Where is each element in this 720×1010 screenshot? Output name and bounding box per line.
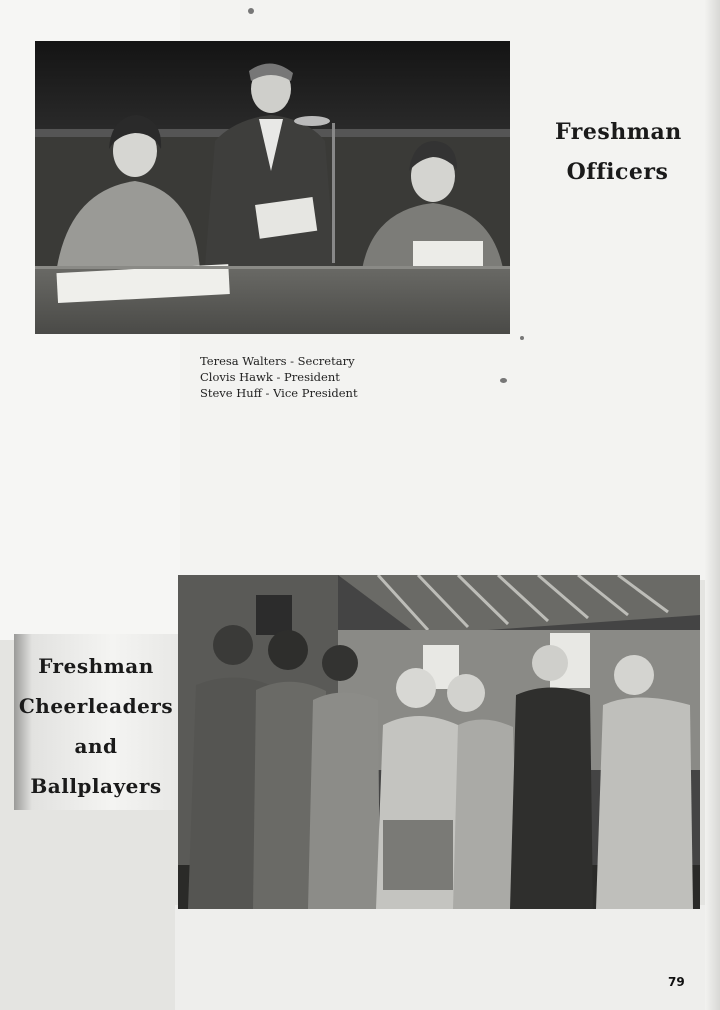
caption-line-vice-president: Steve Huff - Vice President — [200, 386, 358, 400]
paper-speck — [248, 8, 254, 14]
officers-photo — [35, 41, 510, 334]
caption-line-secretary: Teresa Walters - Secretary — [200, 354, 355, 368]
paper-speck — [500, 378, 507, 383]
cheer-heading-line4: Ballplayers — [30, 774, 162, 798]
caption-line-president: Clovis Hawk - President — [200, 370, 340, 384]
officers-photo-illustration — [35, 41, 510, 334]
officers-heading-line2: Officers — [566, 159, 669, 185]
group-photo-illustration — [178, 575, 700, 909]
cheerleaders-heading — [14, 646, 178, 806]
cheer-heading-line1: Freshman — [38, 654, 154, 678]
page-edge-shadow — [705, 0, 720, 1010]
officers-heading — [555, 112, 680, 192]
officers-caption — [200, 353, 500, 401]
page-number: 79 — [668, 975, 685, 989]
cheerleaders-ballplayers-photo — [178, 575, 700, 909]
cheer-heading-line3: and — [74, 734, 118, 758]
paper-bottom-panel — [175, 905, 720, 1010]
paper-speck — [520, 336, 524, 340]
officers-heading-line1: Freshman — [555, 119, 682, 145]
cheer-heading-line2: Cheerleaders — [18, 694, 174, 718]
